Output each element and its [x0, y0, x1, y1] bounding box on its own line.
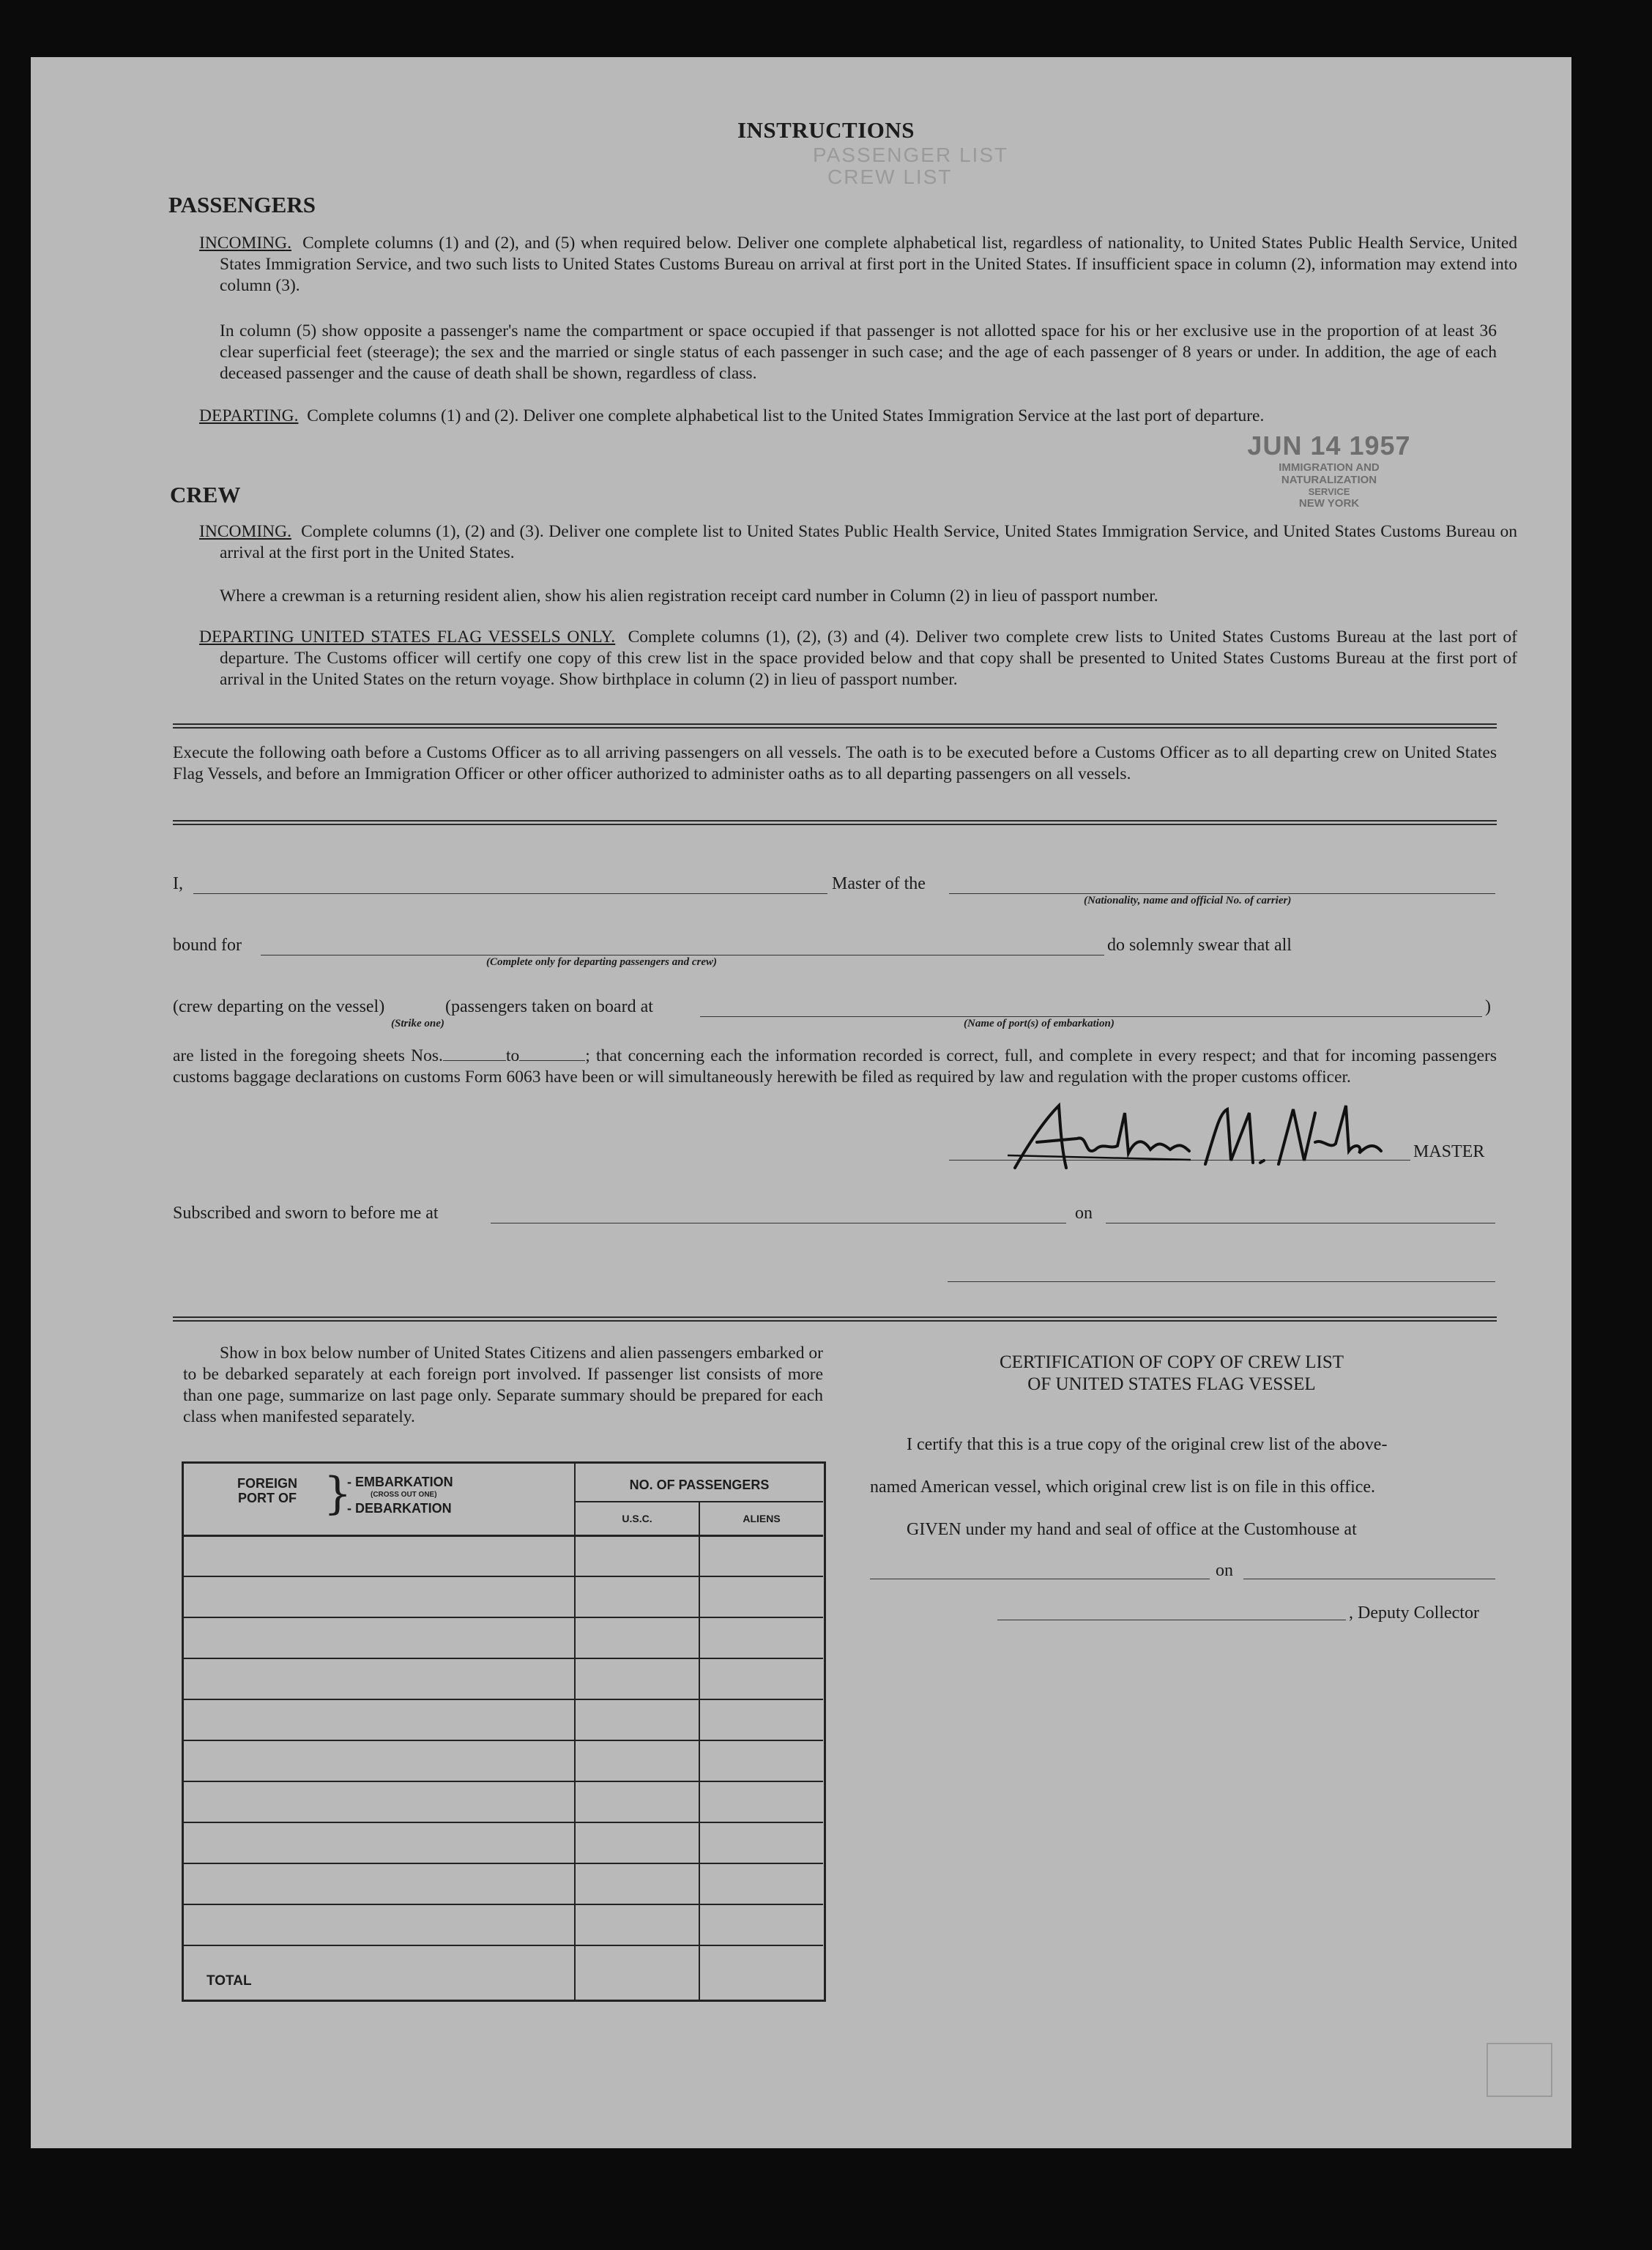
- table-col-divider-1: [574, 1461, 576, 2000]
- master-label: MASTER: [1413, 1142, 1485, 1161]
- table-row-line: [183, 1904, 823, 1905]
- crew-heading: CREW: [170, 482, 241, 507]
- listed-text-a: are listed in the foregoing sheets Nos.: [173, 1046, 443, 1065]
- certification-title-line2: OF UNITED STATES FLAG VESSEL: [1027, 1374, 1316, 1394]
- ports-caption: (Name of port(s) of embarkation): [964, 1018, 1115, 1029]
- immigration-stamp: [1245, 431, 1413, 510]
- table-row-line: [183, 1658, 823, 1659]
- table-row-line: [183, 1576, 823, 1577]
- master-name-line: [193, 893, 827, 894]
- bound-for-label: bound for: [173, 936, 242, 955]
- table-row-line: [183, 1740, 823, 1741]
- listed-text-b: ; that concerning each the information recorded is correct, full, and complete in every respect; and that for incoming passengers customs baggage declarations on customs Form 6063 have been or will simultaneously herewith be filed as required by law and regulation with the proper customs officer.: [173, 1046, 1497, 1087]
- stamp-line1: IMMIGRATION AND: [1279, 461, 1380, 474]
- table-row-line: [183, 1945, 823, 1946]
- ports-line: [700, 1016, 1482, 1017]
- passengers-taken-option: (passengers taken on board at: [445, 997, 653, 1016]
- aliens-header: ALIENS: [743, 1513, 781, 1524]
- passengers-heading: PASSENGERS: [168, 192, 316, 217]
- subscribed-label: Subscribed and sworn to before me at: [173, 1204, 439, 1223]
- table-row-line: [183, 1617, 823, 1618]
- embarkation-header: - EMBARKATION: [347, 1475, 453, 1489]
- crew-departing-paragraph: [199, 627, 1517, 690]
- bleed-through-passenger-list: PASSENGER LIST: [813, 144, 1009, 166]
- stamp-line3: SERVICE: [1308, 486, 1350, 497]
- crew-departing-option: (crew departing on the vessel): [173, 997, 385, 1016]
- usc-header: U.S.C.: [622, 1513, 652, 1524]
- officer-signature-line: [948, 1281, 1495, 1282]
- total-label: TOTAL: [206, 1973, 252, 1989]
- listed-paragraph: [173, 1046, 1497, 1088]
- certify-text-b: named American vessel, which original crew list is on file in this office.: [870, 1478, 1376, 1497]
- certification-title-line1: CERTIFICATION OF COPY OF CREW LIST: [999, 1352, 1344, 1372]
- oath-intro-paragraph: [173, 742, 1497, 785]
- crew-resident-text: Where a crewman is a returning resident alien, show his alien registration receipt card number in Column (2) in lieu of passport number.: [220, 586, 1158, 606]
- divider-1: [173, 723, 1497, 729]
- foreign-port-of-header: FOREIGN PORT OF: [237, 1476, 297, 1505]
- bleed-through-crew-list: CREW LIST: [827, 165, 953, 188]
- master-signature: [1008, 1098, 1388, 1179]
- carrier-caption: (Nationality, name and official No. of carrier): [1084, 895, 1292, 906]
- passengers-departing-paragraph: [199, 406, 1517, 427]
- passengers-incoming-text: Complete columns (1) and (2), and (5) when required below. Deliver one complete alphabetical list, regardless of nationality, to United States Public Health Service, United States Immigration Service, and two such lists to United States Customs Bureau on arrival at first port in the United States. If insufficient space in column (2), information may extend into column (3).: [220, 234, 1517, 295]
- crew-incoming-label: INCOMING.: [199, 522, 291, 541]
- oath-intro-text: Execute the following oath before a Customs Officer as to all arriving passengers on all vessels. The oath is to be executed before a Customs Officer as to all departing crew on United States Flag Vessels, and before an Immigration Officer or other officer authorized to administer oaths as to all departing passengers on all vessels.: [173, 743, 1497, 783]
- oath-i-label: I,: [173, 874, 183, 893]
- page-title: INSTRUCTIONS: [737, 117, 915, 143]
- passenger-summary-table: [182, 1461, 826, 2002]
- debarkation-header: - DEBARKATION: [347, 1501, 452, 1516]
- summary-note-text: Show in box below number of United States Citizens and alien passengers embarked or to be debarked separately at each foreign port involved. If passenger list consists of more than one page, summarize on last page only. Separate summary should be prepared for each class when manifested separately.: [183, 1344, 823, 1426]
- passengers-departing-text: Complete columns (1) and (2). Deliver one complete alphabetical list to the United States Immigration Service at the last port of departure.: [307, 406, 1265, 425]
- passengers-incoming-label: INCOMING.: [199, 234, 291, 253]
- stamp-line2: NATURALIZATION: [1281, 474, 1377, 486]
- certification-title: [849, 1352, 1494, 1396]
- table-row-line: [183, 1863, 823, 1864]
- passengers-departing-label: DEPARTING.: [199, 406, 299, 425]
- crew-departing-label: DEPARTING UNITED STATES FLAG VESSELS ONLY.: [199, 627, 616, 647]
- crew-departing-text: Complete columns (1), (2), (3) and (4). Deliver two complete crew lists to United States Customs Bureau at the last port of departure. The Customs officer will certify one copy of this crew list in the space provided below and that copy shall be presented to United States Customs Bureau at the first port of arrival in the United States on the return voyage. Show birthplace in column (2) in lieu of passport number.: [220, 627, 1518, 689]
- cross-out-one: (CROSS OUT ONE): [371, 1491, 437, 1499]
- listed-to: to: [505, 1046, 520, 1065]
- divider-3: [173, 1316, 1497, 1322]
- strike-one-caption: (Strike one): [391, 1018, 444, 1029]
- passengers-column5-text: In column (5) show opposite a passenger's name the compartment or space occupied if that passenger is not allotted space for his or her exclusive use in the proportion of at least 36 clear superficial feet (steerage); the sex and the married or single status of each passenger in such case; and the age of each passenger of 8 years or under. In addition, the age of each deceased passenger and the cause of death shall be shown, regardless of class.: [220, 321, 1497, 383]
- table-header-split: [576, 1501, 823, 1502]
- deputy-collector-label: , Deputy Collector: [1349, 1603, 1479, 1623]
- swear-label: do solemnly swear that all: [1107, 936, 1292, 955]
- crew-incoming-paragraph: [199, 521, 1517, 564]
- certify-text-a: I certify that this is a true copy of the original crew list of the above-: [907, 1435, 1388, 1454]
- carrier-line: [949, 893, 1495, 894]
- table-header-bottom: [183, 1535, 823, 1537]
- table-row-line: [183, 1781, 823, 1782]
- divider-2: [173, 820, 1497, 825]
- table-row-line: [183, 1699, 823, 1700]
- stamp-line4: NEW YORK: [1298, 497, 1360, 510]
- crew-incoming-text: Complete columns (1), (2) and (3). Deliver one complete list to United States Public Health Service, United States Immigration Service, and United States Customs Bureau on arrival at the first port in the United States.: [220, 522, 1517, 562]
- table-row-line: [183, 1822, 823, 1823]
- no-of-passengers-header: NO. OF PASSENGERS: [629, 1478, 770, 1492]
- stamp-date: JUN 14 1957: [1247, 431, 1411, 461]
- passengers-column5-paragraph: [220, 321, 1497, 384]
- crew-resident-paragraph: [220, 586, 1497, 607]
- passengers-incoming-paragraph: [199, 233, 1517, 297]
- subscribed-on-label: on: [1075, 1204, 1093, 1223]
- brace-icon: }: [324, 1468, 352, 1519]
- summary-note: [183, 1343, 823, 1428]
- certification-on-label: on: [1216, 1561, 1233, 1580]
- bound-for-caption: (Complete only for departing passengers and crew): [486, 956, 717, 968]
- master-of-the-label: Master of the: [832, 874, 926, 893]
- close-paren: ): [1485, 997, 1491, 1016]
- page-number-box: [1487, 2043, 1552, 2097]
- given-text: GIVEN under my hand and seal of office at the Customhouse at: [907, 1520, 1357, 1539]
